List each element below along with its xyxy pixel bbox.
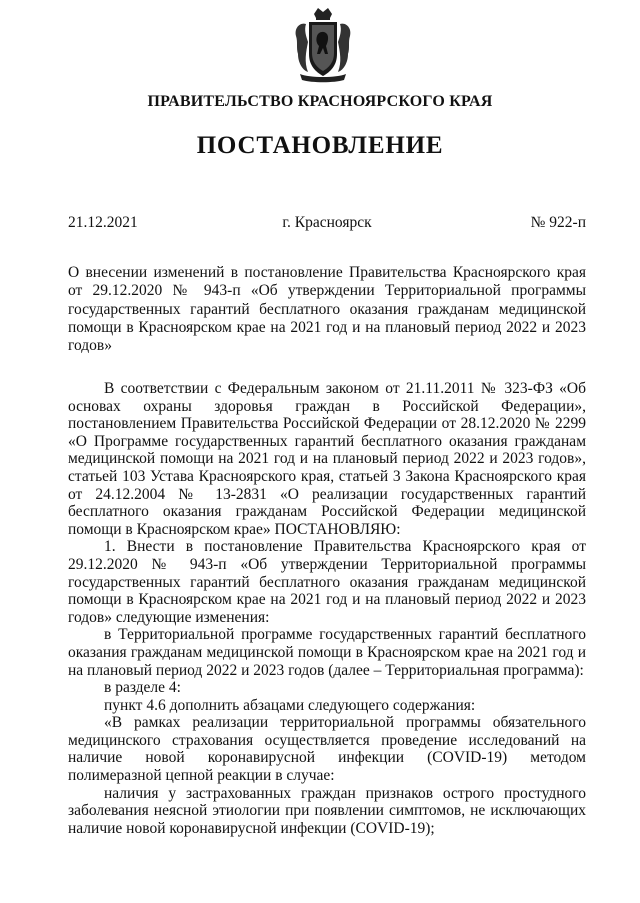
paragraph: наличия у застрахованных граждан признаков острого простудного заболевания неясной этиологии при появлении симптомов, не исключающих наличие новой коронавирусной инфекции (COVID-19); xyxy=(68,784,586,837)
organization-name: ПРАВИТЕЛЬСТВО КРАСНОЯРСКОГО КРАЯ xyxy=(147,93,493,110)
document-title: ПОСТАНОВЛЕНИЕ xyxy=(196,132,444,159)
paragraph: «В рамках реализации территориальной программы обязательного медицинского страхования осуществляется проведение исследований на наличие новой коронавирусной инфекции (COVID-19) методом полимеразной цепной реакции в случае: xyxy=(68,714,586,785)
document-city: г. Красноярск xyxy=(282,214,372,231)
paragraph: в разделе 4: xyxy=(104,679,181,697)
paragraph: пункт 4.6 дополнить абзацами следующего содержания: xyxy=(104,696,476,714)
document-date: 21.12.2021 xyxy=(68,214,138,231)
document-subject: О внесении изменений в постановление Правительства Красноярского края от 29.12.2020 № 943-п «Об утверждении Территориальной программы государственных гарантий бесплатного оказания гражданам медицинской помощи в Красноярском крае на 2021 год и на плановый период 2022 и 2023 годов» xyxy=(68,264,586,355)
document-meta-row xyxy=(68,214,586,234)
paragraph: В соответствии с Федеральным законом от 21.11.2011 № 323-ФЗ «Об основах охраны здоровья граждан в Российской Федерации», постановлением Правительства Российской Федерации от 28.12.2020 № 2299 «О Программе государственных гарантий бесплатного оказания гражданам медицинской помощи на 2021 год и на плановый период 2022 и 2023 годов», статьей 103 Устава Красноярского края, статьей 3 Закона Красноярского края от 24.12.2004 № 13-2831 «О реализации государственных гарантий бесплатного оказания гражданам Российской Федерации медицинской помощи в Красноярском крае» ПОСТАНОВЛЯЮ: xyxy=(68,380,586,538)
document-body xyxy=(68,380,586,837)
coat-of-arms-icon xyxy=(292,6,354,84)
document-number: № 922-п xyxy=(530,214,586,231)
paragraph: 1. Внести в постановление Правительства Красноярского края от 29.12.2020 № 943-п «Об утверждении Территориальной программы государственных гарантий бесплатного оказания гражданам медицинской помощи в Красноярском крае на 2021 год и на плановый период 2022 и 2023 годов» следующие изменения: xyxy=(68,538,586,626)
paragraph: в Территориальной программе государственных гарантий бесплатного оказания гражданам медицинской помощи в Красноярском крае на 2021 год и на плановый период 2022 и 2023 годов (далее – Территориальная программа): xyxy=(68,626,586,679)
